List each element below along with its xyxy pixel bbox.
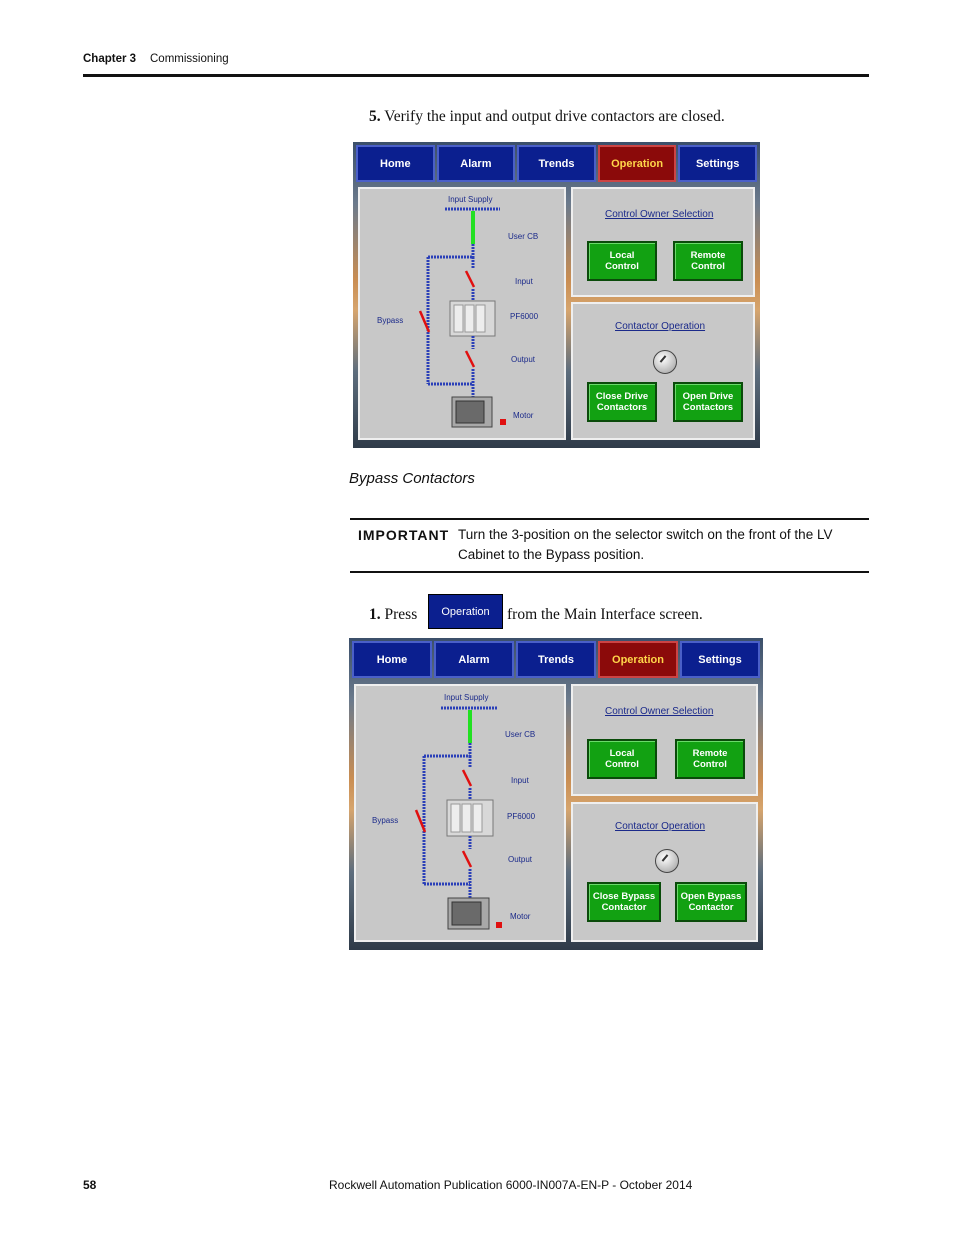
output-contactor-label: Output — [508, 855, 533, 864]
user-cb-label: User CB — [505, 730, 536, 739]
page-number: 58 — [83, 1178, 97, 1192]
contactor-operation-panel — [571, 302, 755, 440]
inline-operation-button: Operation — [428, 594, 503, 629]
control-owner-panel — [571, 187, 755, 297]
nav-operation-button[interactable]: Operation — [598, 641, 678, 678]
remote-control-button[interactable]: Remote Control — [675, 739, 745, 779]
local-control-button[interactable]: Local Control — [587, 241, 657, 281]
input-contactor-label: Input — [511, 776, 529, 785]
important-bottom-rule — [350, 571, 869, 573]
contactor-operation-title: Contactor Operation — [615, 321, 706, 332]
step-5 — [369, 108, 725, 126]
hmi-screenshot-drive — [353, 142, 760, 448]
nav-settings-button[interactable]: Settings — [678, 145, 757, 182]
remote-control-button[interactable]: Remote Control — [673, 241, 743, 281]
hmi-nav-bar — [353, 142, 760, 184]
nav-home-button[interactable]: Home — [352, 641, 432, 678]
important-top-rule — [350, 518, 869, 520]
selector-knob-icon — [653, 350, 677, 374]
control-owner-title: Control Owner Selection — [605, 706, 714, 717]
one-line-diagram-panel — [354, 684, 566, 942]
step-text: Verify the input and output drive contactors are closed. — [384, 108, 725, 125]
input-supply-label: Input Supply — [444, 693, 489, 702]
contactor-operation-title: Contactor Operation — [615, 821, 706, 832]
section-heading-bypass: Bypass Contactors — [349, 470, 475, 487]
pf6000-label: PF6000 — [507, 812, 536, 821]
hmi-screenshot-bypass — [349, 638, 763, 950]
output-contactor-label: Output — [511, 355, 536, 364]
nav-alarm-button[interactable]: Alarm — [434, 641, 514, 678]
step-text-after: from the Main Interface screen. — [507, 606, 703, 623]
nav-operation-button[interactable]: Operation — [598, 145, 677, 182]
open-drive-contactors-button[interactable]: Open Drive Contactors — [673, 382, 743, 422]
chapter-label: Chapter 3 — [83, 53, 137, 65]
one-line-diagram-panel — [358, 187, 566, 440]
important-label: IMPORTANT — [358, 527, 450, 543]
nav-trends-button[interactable]: Trends — [516, 641, 596, 678]
input-contactor-label: Input — [515, 277, 533, 286]
user-cb-label: User CB — [508, 232, 539, 241]
bypass-label: Bypass — [372, 816, 399, 825]
nav-settings-button[interactable]: Settings — [680, 641, 760, 678]
input-supply-label: Input Supply — [448, 195, 493, 204]
pf6000-label: PF6000 — [510, 312, 539, 321]
control-owner-title: Control Owner Selection — [605, 209, 714, 220]
step-number: 5. — [369, 108, 381, 125]
nav-trends-button[interactable]: Trends — [517, 145, 596, 182]
bypass-label: Bypass — [377, 316, 404, 325]
step-number: 1. — [369, 606, 381, 623]
motor-label: Motor — [510, 912, 531, 921]
close-drive-contactors-button[interactable]: Close Drive Contactors — [587, 382, 657, 422]
section-label: Commissioning — [150, 53, 229, 65]
step-1-start — [369, 606, 417, 624]
step-text-before: Press — [384, 606, 418, 623]
contactor-operation-panel — [571, 802, 758, 942]
nav-alarm-button[interactable]: Alarm — [437, 145, 516, 182]
header-rule — [83, 74, 869, 77]
nav-home-button[interactable]: Home — [356, 145, 435, 182]
important-text: Turn the 3-position on the selector switch on the front of the LV Cabinet to the Bypass position. — [458, 527, 833, 562]
control-owner-panel — [571, 684, 758, 796]
local-control-button[interactable]: Local Control — [587, 739, 657, 779]
motor-label: Motor — [513, 411, 534, 420]
selector-knob-icon — [655, 849, 679, 873]
publication-info: Rockwell Automation Publication 6000-IN007A-EN-P - October 2014 — [329, 1178, 693, 1192]
open-bypass-contactor-button[interactable]: Open Bypass Contactor — [675, 882, 747, 922]
close-bypass-contactor-button[interactable]: Close Bypass Contactor — [587, 882, 661, 922]
hmi-nav-bar — [349, 638, 763, 680]
